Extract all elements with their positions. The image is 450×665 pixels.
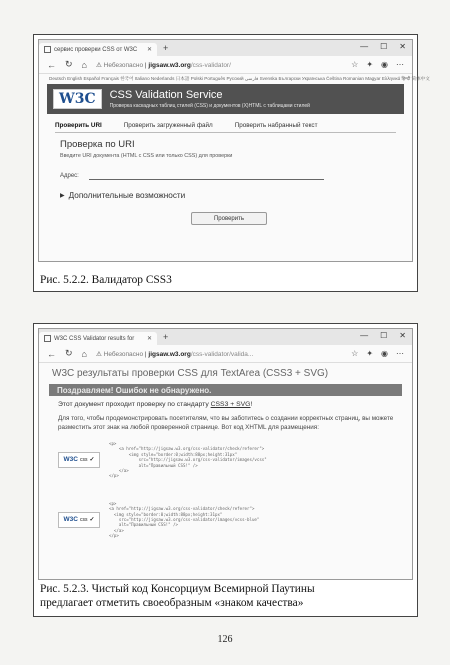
reload-icon[interactable]: ↻	[65, 59, 73, 69]
home-icon[interactable]: ⌂	[81, 59, 87, 70]
results-title: W3C результаты проверки CSS для TextArea (CSS3 + SVG)	[52, 368, 329, 379]
divider	[55, 132, 396, 133]
window-controls	[360, 42, 406, 51]
explanation-text: Для того, чтобы продемонстрировать посетителям, что вы заботитесь о создании корректных страниц, вы можете разместить этот знак на любой проверенной странице. Вот код XHTML для размещения:	[58, 415, 394, 431]
extensions-icon[interactable]: ✦	[366, 60, 374, 69]
standard-link[interactable]: CSS3 + SVG	[210, 401, 251, 408]
tab-bar	[39, 40, 412, 56]
tab-validate-upload[interactable]: Проверить загруженный файл	[123, 122, 213, 129]
warning-icon: ⚠	[95, 61, 102, 69]
toolbar-right	[351, 60, 404, 69]
address-row	[60, 172, 412, 180]
badge-code-1: <p> <a href="http://jigsaw.w3.org/css-validator/check/referer"> <img style="border:0;width:88px;height:31px" src="http://jigsaw.w3.org/css-validator/images/vcss" alt="Правильный CSS!" /> </a> </p>	[109, 441, 267, 479]
url-field[interactable]: ⚠ Небезопасно | jigsaw.w3.org/css-validator/valida...	[95, 350, 254, 358]
w3c-css-badge	[58, 452, 100, 468]
star-icon[interactable]: ☆	[351, 349, 359, 358]
minimize-icon[interactable]: —	[360, 42, 369, 51]
figure-css-validator	[33, 34, 430, 292]
tab-validate-uri[interactable]: Проверить URI	[55, 122, 102, 129]
url-warning: Небезопасно	[103, 350, 144, 358]
home-icon[interactable]: ⌂	[81, 348, 87, 359]
url-host: jigsaw.w3.org	[148, 350, 191, 358]
page-icon	[44, 46, 51, 53]
figure-caption	[40, 582, 315, 610]
address-label: Адрес:	[60, 173, 79, 179]
browser-window	[38, 39, 430, 262]
url-host: jigsaw.w3.org	[148, 61, 191, 69]
plus-icon[interactable]: +	[163, 43, 169, 53]
tab-title: W3C CSS Validator results for	[54, 335, 135, 342]
badge-logo: W3C	[63, 516, 78, 524]
url-field[interactable]: ⚠ Небезопасно | jigsaw.w3.org/css-validator/	[95, 61, 231, 69]
page-icon	[44, 335, 51, 342]
uri-input[interactable]	[89, 172, 324, 180]
plus-icon[interactable]: +	[163, 332, 169, 342]
back-icon[interactable]: ←	[47, 59, 56, 70]
page-number: 126	[217, 634, 233, 645]
close-icon[interactable]: ✕	[146, 47, 152, 53]
caption-line-2: предлагает отметить своеобразным «знаком качества»	[40, 597, 304, 609]
check-button[interactable]: Проверить	[191, 212, 267, 225]
caption-line-1: Рис. 5.2.3. Чистый код Консорциум Всемирной Паутины	[40, 583, 315, 595]
check-icon: ✓	[89, 517, 95, 524]
more-options-toggle[interactable]	[60, 191, 412, 200]
extensions-icon[interactable]: ✦	[366, 349, 374, 358]
reload-icon[interactable]: ↻	[65, 348, 73, 358]
service-title: CSS Validation Service	[109, 89, 223, 101]
profile-icon[interactable]: ◉	[381, 349, 388, 358]
badge-row-1	[58, 441, 412, 479]
url-path: /css-validator/	[190, 61, 231, 69]
badge-code-2: <p> <a href="http://jigsaw.w3.org/css-validator/check/referer"> <img style="border:0;width:88px;height:31px" src="http://jigsaw.w3.org/css-validator/images/vcss-blue" alt="Правильный CSS!" /> </a> </p>	[109, 500, 260, 539]
badge-css: css	[79, 516, 88, 523]
address-bar	[39, 345, 412, 363]
triangle-right-icon: ▶	[60, 193, 65, 199]
more-options-label: Дополнительные возможности	[68, 191, 186, 200]
passes-text	[58, 401, 412, 408]
success-banner: Поздравляем! Ошибок не обнаружено.	[49, 384, 402, 396]
language-list[interactable]: Deutsch English Español Français 한국어 Italiano Nederlands 日本語 Polski Português Русский فارسی Svenska Български Українська Čeština Romanian Magyar Ελληνικά हिन्दी 简体中文	[49, 76, 430, 81]
address-bar	[39, 56, 412, 74]
minimize-icon[interactable]: —	[360, 331, 369, 340]
figure-caption: Рис. 5.2.2. Валидатор CSS3	[40, 274, 172, 286]
url-path: /css-validator/valida...	[190, 350, 254, 358]
menu-icon[interactable]: ⋯	[396, 60, 404, 69]
badge-css: css	[79, 456, 88, 463]
badge-logo: W3C	[63, 456, 78, 464]
w3c-logo[interactable]: W3C	[53, 89, 102, 109]
close-icon[interactable]: ✕	[146, 336, 152, 342]
check-icon: ✓	[89, 457, 95, 464]
section-hint: Введите URI документа (HTML с CSS или только CSS) для проверки	[60, 153, 233, 159]
browser-tab[interactable]	[39, 43, 157, 56]
figure-validation-results	[33, 323, 418, 617]
warning-icon: ⚠	[95, 350, 102, 358]
tab-validate-input[interactable]: Проверить набранный текст	[234, 122, 318, 129]
browser-window	[38, 328, 413, 580]
menu-icon[interactable]: ⋯	[396, 349, 404, 358]
service-subtitle: Проверка каскадных таблиц стилей (CSS) и документов (X)HTML с таблицами стилей	[109, 103, 310, 109]
badge-row-2	[58, 501, 412, 539]
url-warning: Небезопасно	[103, 61, 144, 69]
w3c-css-badge-blue	[58, 512, 100, 528]
maximize-icon[interactable]: ☐	[380, 331, 388, 340]
maximize-icon[interactable]: ☐	[380, 42, 388, 51]
window-controls	[360, 331, 406, 340]
validation-tabs	[39, 114, 412, 132]
toolbar-right	[351, 349, 404, 358]
star-icon[interactable]: ☆	[351, 60, 359, 69]
profile-icon[interactable]: ◉	[381, 60, 388, 69]
service-banner	[47, 84, 404, 114]
close-icon[interactable]: ✕	[399, 331, 406, 340]
tab-title: сервис проверки CSS от W3C	[54, 46, 138, 53]
browser-tab[interactable]	[39, 332, 157, 345]
passes-suffix: !	[250, 401, 253, 408]
passes-prefix: Этот документ проходит проверку по стандарту	[58, 401, 209, 408]
close-icon[interactable]: ✕	[399, 42, 406, 51]
tab-bar	[39, 329, 412, 345]
back-icon[interactable]: ←	[47, 348, 56, 359]
section-heading: Проверка по URI	[60, 139, 135, 150]
